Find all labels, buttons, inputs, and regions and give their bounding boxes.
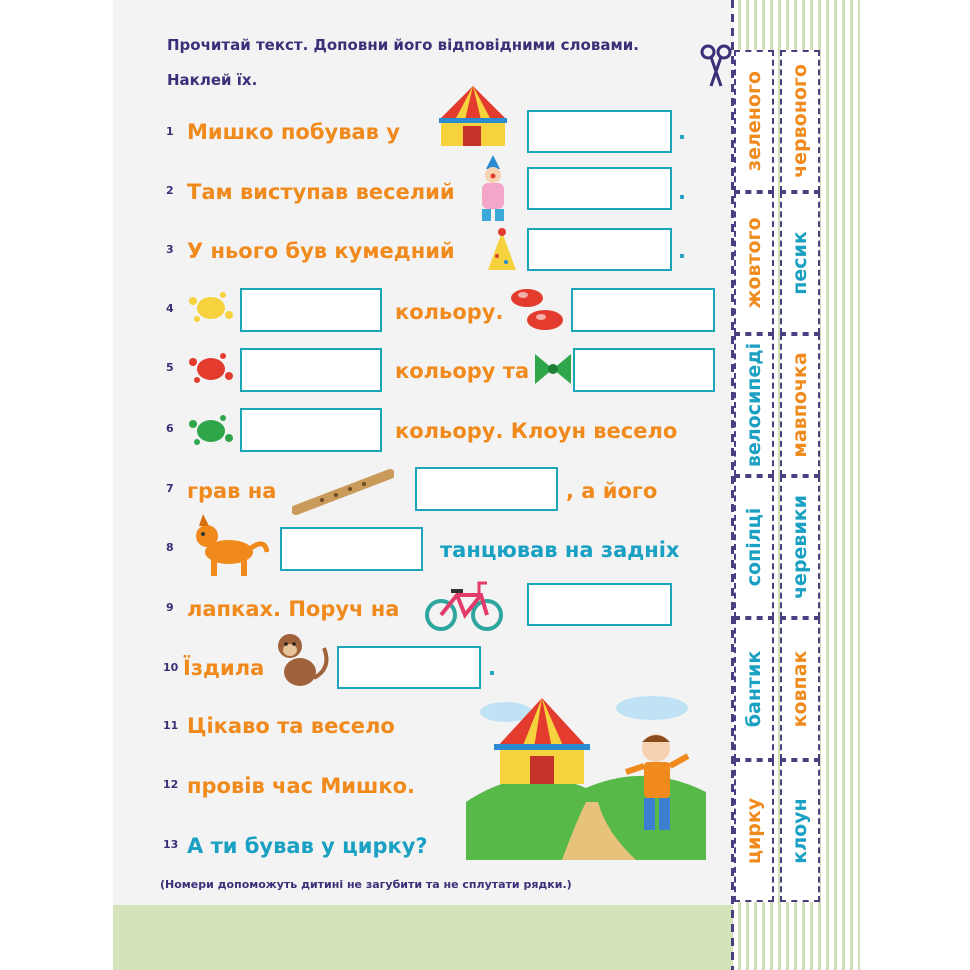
sticker-pesyk[interactable] [780,192,820,334]
sticker-kovpak[interactable] [780,618,820,760]
line-number: 4 [166,302,174,315]
circus-scene-illustration [466,692,706,860]
red-paint-splash-icon [187,350,235,388]
sticker-word: мавпочка [789,352,811,458]
page-bottom-band [113,905,733,970]
sticker-word: песик [789,231,811,295]
line-number: 12 [163,778,179,791]
yellow-paint-splash-icon [187,289,235,327]
sticker-zhovtoho[interactable] [734,192,774,334]
sticker-cherevyky[interactable] [780,476,820,618]
sticker-word: клоун [789,798,811,864]
sentence-text: кольору та [395,359,530,383]
instruction-line-2: Наклей їх. [167,71,258,89]
monkey-icon [268,628,334,694]
answer-box-5[interactable] [571,288,715,332]
sentence-text: танцював на задніх [440,538,680,562]
answer-box-2[interactable] [527,167,672,210]
clown-icon [474,153,512,223]
sticker-chervonoho[interactable] [780,50,820,192]
sentence-text: А ти бував у цирку? [187,834,428,858]
circus-tent-icon [433,84,513,150]
sticker-tsyrku[interactable] [734,760,774,902]
sentence-text: грав на [187,479,277,503]
line-number: 10 [163,661,179,674]
line-number: 3 [166,243,174,256]
line-number: 7 [166,482,174,495]
line-number: 13 [163,838,179,851]
green-bow-icon [533,350,573,388]
party-hat-icon [484,228,520,276]
answer-box-9[interactable] [415,467,558,511]
sticker-sopiltsi[interactable] [734,476,774,618]
line-number: 9 [166,601,174,614]
sticker-word: черевики [789,495,811,599]
sticker-word: червоного [789,64,811,178]
line-number: 1 [166,125,174,138]
answer-box-4[interactable] [240,288,382,332]
sticker-bantyk[interactable] [734,618,774,760]
green-paint-splash-icon [187,412,235,450]
sentence-text: Мишко побував у [187,120,400,144]
sticker-word: цирку [743,797,765,865]
flute-icon [292,466,394,518]
sentence-text: Їздила [183,656,265,680]
sentence-text: кольору. [395,300,504,324]
scissors-icon [699,42,733,90]
answer-box-10[interactable] [280,527,423,571]
sentence-end: . [488,656,496,680]
sticker-word: жовтого [743,217,765,309]
answer-box-12[interactable] [337,646,481,689]
answer-box-6[interactable] [240,348,382,392]
answer-box-1[interactable] [527,110,672,153]
answer-box-8[interactable] [240,408,382,452]
sentence-text: , а його [566,479,658,503]
sentence-text: У нього був кумедний [187,239,455,263]
sticker-mavpochka[interactable] [780,334,820,476]
sticker-word: велосипеді [743,342,765,468]
sentence-text: провів час Мишко. [187,774,415,798]
bicycle-icon [423,575,505,633]
sentence-text: Там виступав веселий [187,180,455,204]
sticker-word: сопілці [743,507,765,587]
sticker-zelenoho[interactable] [734,50,774,192]
line-number: 8 [166,541,174,554]
sentence-text: кольору. Клоун весело [395,419,678,443]
sticker-word: зеленого [743,71,765,171]
line-number: 5 [166,361,174,374]
sentence-text: лапках. Поруч на [187,597,400,621]
instruction-line-1: Прочитай текст. Доповни його відповідними словами. [167,36,639,54]
line-number: 11 [163,719,179,732]
sentence-text: Цікаво та весело [187,714,395,738]
answer-box-3[interactable] [527,228,672,271]
sticker-word: ковпак [789,650,811,728]
red-shoes-icon [507,284,567,334]
sticker-word: бантик [743,650,765,728]
answer-box-7[interactable] [573,348,715,392]
sentence-end: . [678,120,686,144]
line-number: 6 [166,422,174,435]
footnote: (Номери допоможуть дитині не загубити та не сплутати рядки.) [160,878,572,891]
sticker-kloun[interactable] [780,760,820,902]
line-number: 2 [166,184,174,197]
sticker-velosypedi[interactable] [734,334,774,476]
dog-icon [187,512,269,580]
answer-box-11[interactable] [527,583,672,626]
sentence-end: . [678,180,686,204]
sentence-end: . [678,239,686,263]
